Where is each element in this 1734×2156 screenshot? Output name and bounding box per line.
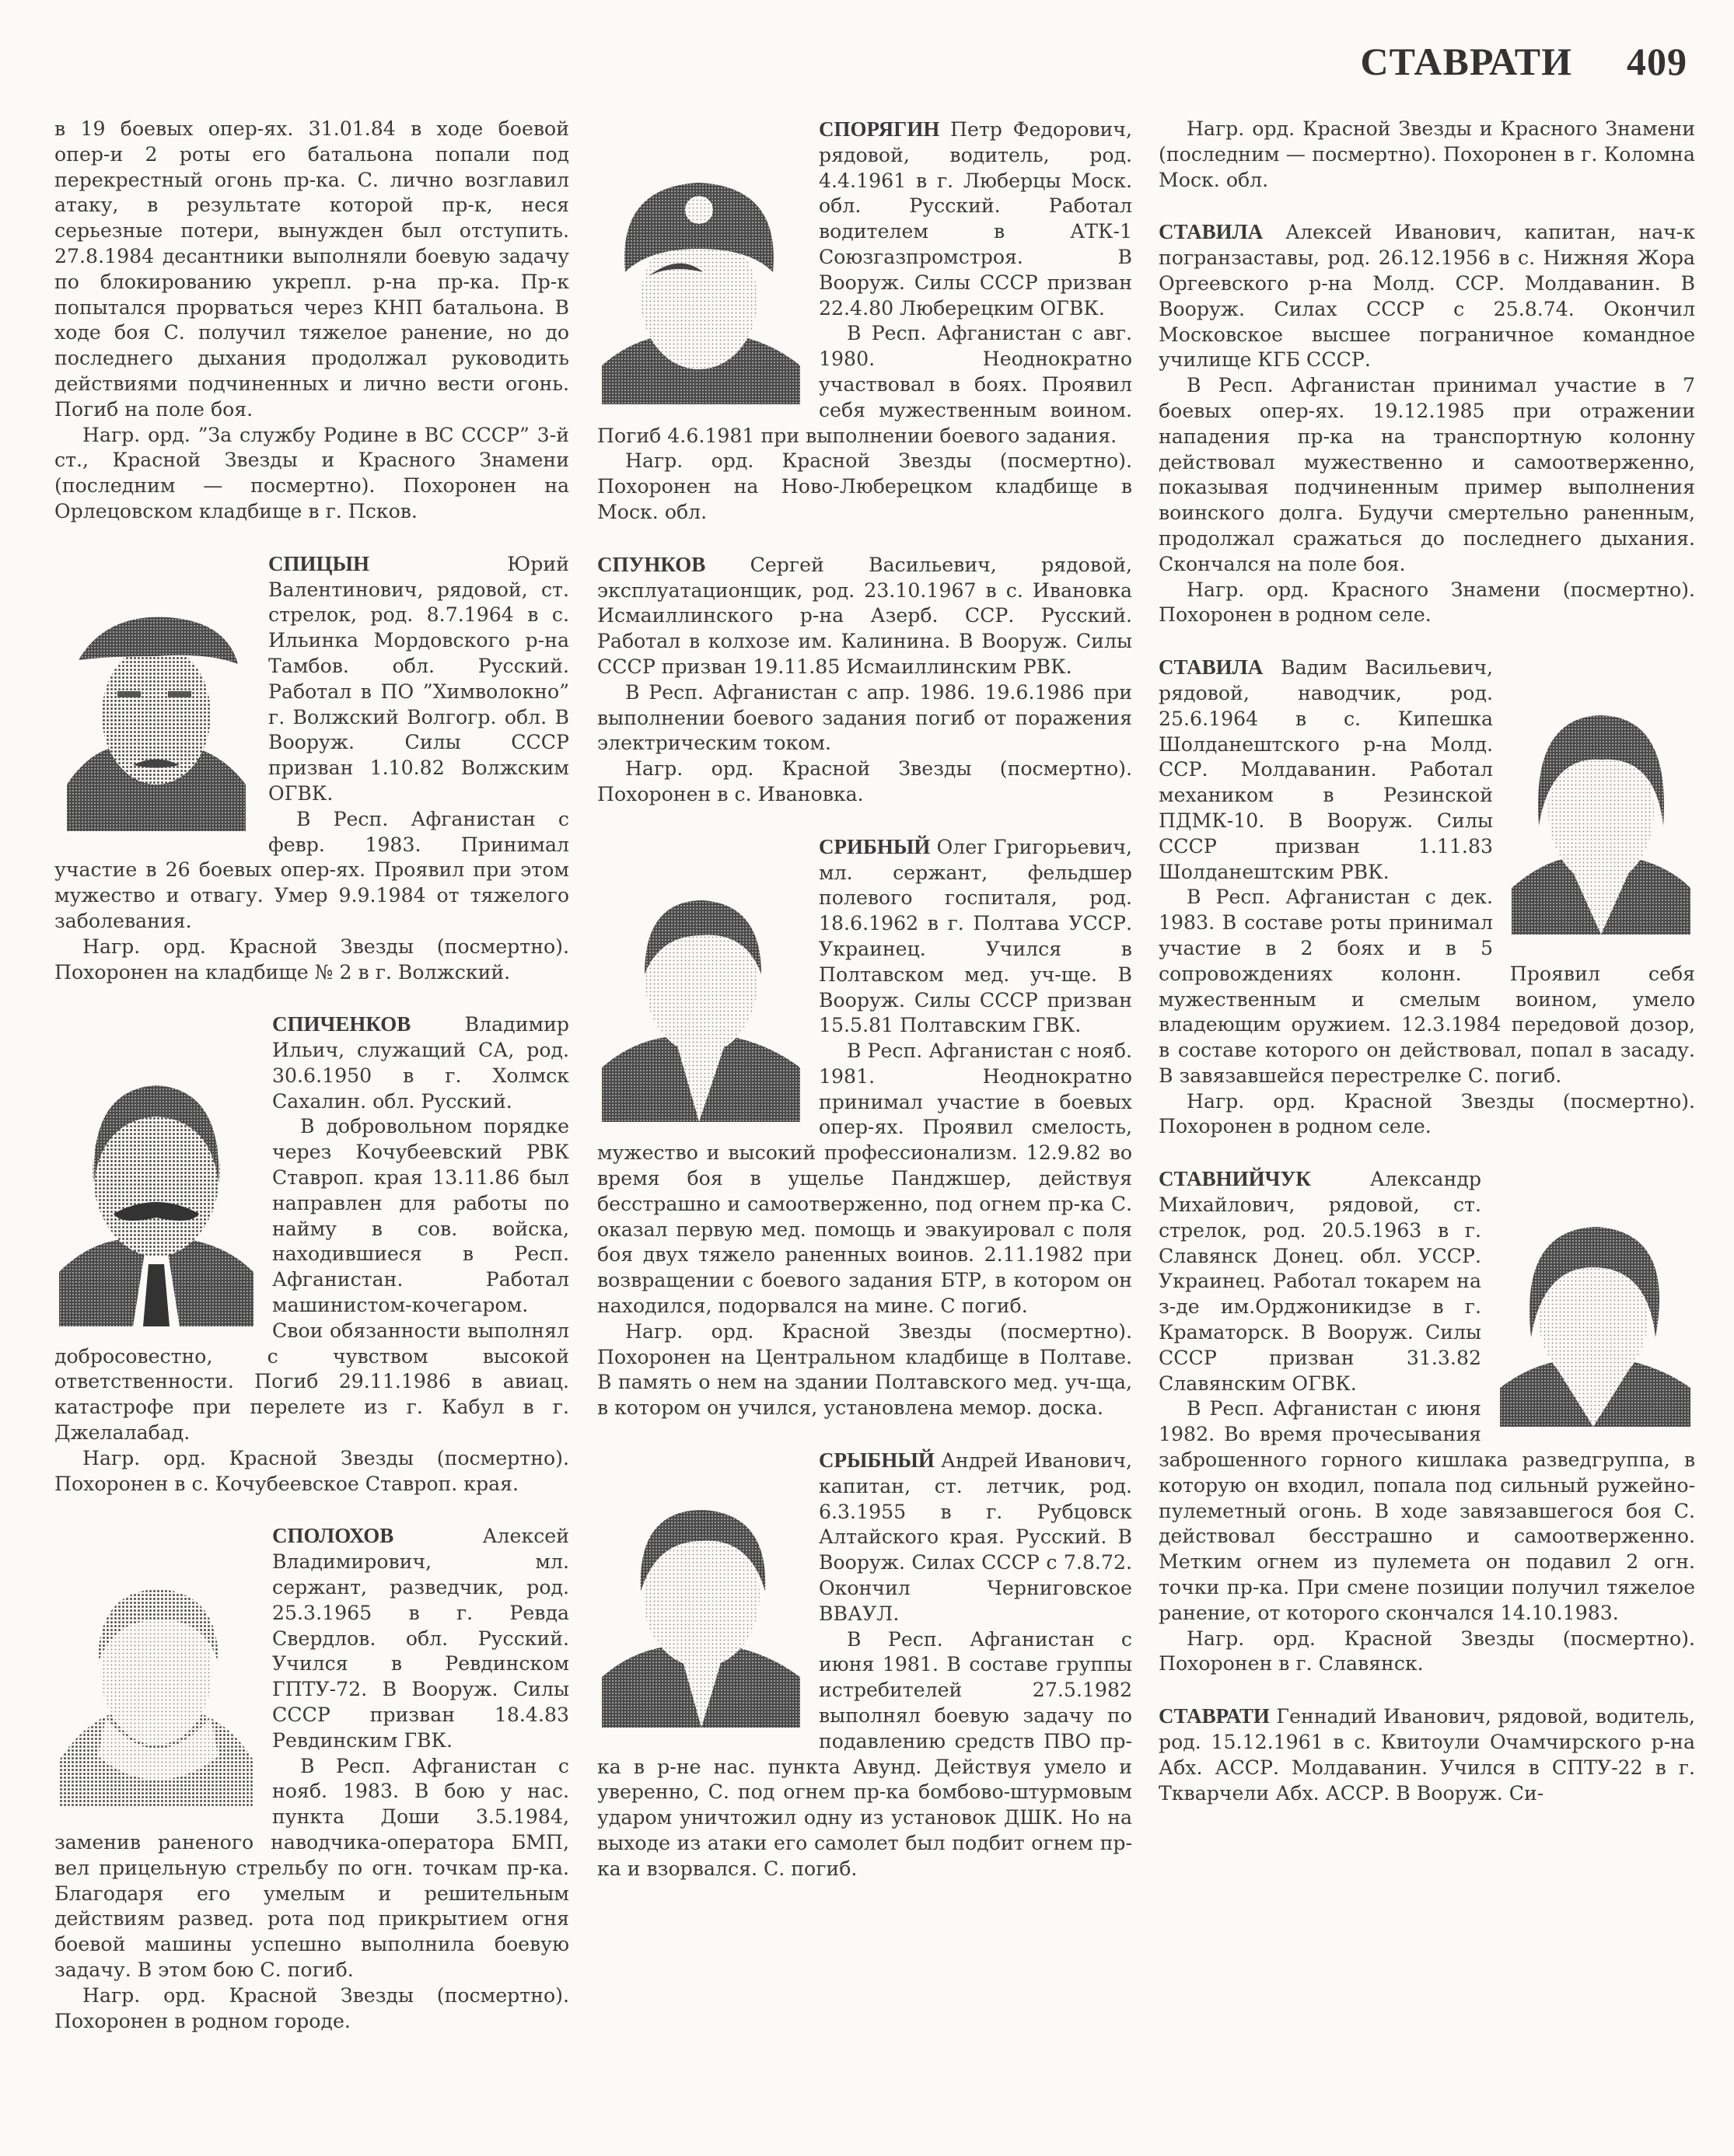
entry-bio: Владимир Ильич, служащий СА, род. 30.6.1950 в г. Холмск Сахалин. обл. Русский. <box>272 1013 569 1113</box>
entry-bio: Александр Михайлович, рядовой, ст. стрелок, род. 20.5.1963 в г. Славянск Донец. обл. УССР. Украинец. Работал токарем на з-де им.Орджоникидзе в г. Краматорск. В Вооруж. Силы СССР призван 31.3.82 Славянским ОГВК. <box>1159 1168 1481 1395</box>
column-3 <box>1159 117 1695 1806</box>
entry-service: В Респ. Афганистан с апр. 1986. 19.6.1986 при выполнении боевого задания погиб от поражения электрическим током. <box>597 680 1132 755</box>
entry-surname: СТАВРАТИ <box>1159 1704 1270 1728</box>
page-number: 409 <box>1627 40 1687 83</box>
entry-award: Нагр. орд. Красной Звезды (посмертно). Похоронен в г. Славянск. <box>1159 1627 1695 1676</box>
entry-award: Нагр. орд. Красной Звезды (посмертно). Похоронен на Центральном кладбище в Полтаве. В память о нем на здании Полтавского мед. уч-ща, в котором он учился, установлена мемор. доска. <box>597 1319 1132 1420</box>
entry-award: Нагр. орд. Красной Звезды (посмертно). Похоронен в родном селе. <box>1159 1089 1695 1138</box>
entry-award: Нагр. орд. Красной Звезды (посмертно). Похоронен в с. Ивановка. <box>597 757 1132 805</box>
portrait-photo <box>59 606 250 831</box>
entry-spunkov <box>597 552 1132 808</box>
portrait-photo <box>602 1502 800 1728</box>
entry-award: Нагр. орд. Красной Звезды (посмертно). Похоронен на кладбище № 2 в г. Волжский. <box>54 935 569 984</box>
entry-stavniichuk <box>1159 1166 1695 1677</box>
entry-service: В Респ. Афганистан принимал участие в 7 боевых опер-ях. 19.12.1985 при отражении нападения пр-ка на транспортную колонну действовал мужественно и самоотверженно, показывая подчиненным пример выполнения воинского долга. Будучи смертельно раненным, продолжал сражаться до последнего дыхания. Скончался на поле боя. <box>1159 374 1695 575</box>
entry-surname: СПОЛОХОВ <box>272 1524 394 1548</box>
entry-surname: СПОРЯГИН <box>819 117 940 141</box>
entry-bio: Юрий Валентинович, рядовой, ст. стрелок, род. 8.7.1964 в с. Ильинка Мордовского р-на Тамбов. обл. Русский. Работал в ПО ”Химволокно” г. Волжский Волгогр. обл. В Вооруж. Силы СССР призван 1.10.82 Волжским ОГВК. <box>268 552 569 805</box>
entry-service: В Респ. Афганистан с июня 1982. Во время прочесывания заброшенного горного кишлака разведгруппа, в которую он входил, попала под сильный ружейно-пулеметный огонь. В ходе завязавшегося боя С. действовал бесстрашно и самоотверженно. Метким огнем из пулемета он подавил 2 огн. точки пр-ка. При смене позиции получил тяжелое ранение, от которого скончался 14.10.1983. <box>1159 1397 1695 1624</box>
portrait-photo <box>59 1578 253 1807</box>
running-title: СТАВРАТИ <box>1360 40 1572 83</box>
portrait-photo <box>1512 709 1690 935</box>
entry-service: В Респ. Афганистан с нояб. 1983. В бою у нас. пункта Доши 3.5.1984, заменив раненого наводчика-оператора БМП, вел прицельную стрельбу по огн. точкам пр-ка. Благодаря его умелым и решительным действиям развед. рота под прикрытием огня боевой машины успешно выполнила боевую задачу. В этом бою С. погиб. <box>54 1754 569 1981</box>
entry-bio: Вадим Васильевич, рядовой, наводчик, род. 25.6.1964 в с. Кипешка Шолданештского р-на Молд. ССР. Молдаванин. Работал механиком в Резинской ПДМК-10. В Вооруж. Силы СССР призван 1.11.83 Шолданештским РВК. <box>1159 656 1493 883</box>
entry-service: В Респ. Афганистан с авг. 1980. Неоднократно участвовал в боях. Проявил себя мужественным воином. Погиб 4.6.1981 при выполнении боевого задания. <box>597 322 1132 447</box>
continued-text: в 19 боевых опер-ях. 31.01.84 в ходе боевой опер-и 2 роты его батальона попали под перекрестный огонь пр-ка. С. лично возглавил атаку, в результате которой пр-к, неся серьезные потери, вынужден был отступить. 27.8.1984 десантники выполняли боевую задачу по блокированию укрепл. р-на пр-ка. Пр-к попытался прорваться через КНП батальона. В ходе боя С. получил тяжелое ранение, но до последнего дыхания продолжал руководить действиями подчиненных и лично вести огонь. Погиб на поле боя. <box>54 117 569 421</box>
entry-sporyagin <box>597 117 1132 526</box>
entry-bio: Олег Григорьевич, мл. сержант, фельдшер полевого госпиталя, род. 18.6.1962 в г. Полтава УССР. Украинец. Учился в Полтавском мед. уч-ще. В Вооруж. Силы СССР призван 15.5.81 Полтавским ГВК. <box>819 835 1132 1037</box>
portrait-photo <box>602 889 800 1122</box>
column-2 <box>597 117 1132 1882</box>
entry-bio: Алексей Иванович, капитан, нач-к погранзаставы, род. 26.12.1956 в с. Нижняя Жора Оргеевского р-на Молд. ССР. Молдаванин. В Вооруж. Силах СССР с 25.8.74. Окончил Московское высшее пограничное командное училище КГБ СССР. <box>1159 221 1695 372</box>
continued-award: Нагр. орд. Красной Звезды и Красного Знамени (последним — посмертно). Похоронен в г. Коломна Моск. обл. <box>1159 117 1695 191</box>
portrait-photo <box>59 1066 253 1326</box>
entry-spichenkov <box>54 1012 569 1497</box>
entry-award: Нагр. орд. Красной Звезды (посмертно). Похоронен в родном городе. <box>54 1983 569 2032</box>
entry-service: В Респ. Афганистан с июня 1981. В составе группы истребителей 27.5.1982 выполнял боевую задачу по подавлению средств ПВО пр-ка в р-не нас. пункта Авунд. Действуя умело и уверенно, С. под огнем пр-ка бомбово-штурмовым ударом уничтожил одну из установок ДШК. Но на выходе из атаки его самолет был подбит огнем пр-ка и взорвался. С. погиб. <box>597 1627 1132 1880</box>
continued-award: Нагр. орд. ”За службу Родине в ВС СССР” 3-й ст., Красной Звезды и Красного Знамени (последним — посмертно). Похоронен на Орлецовском кладбище в г. Псков. <box>54 423 569 522</box>
entry-bio: Сергей Васильевич, рядовой, эксплуатационщик, род. 23.10.1967 в с. Ивановка Исмаиллинского р-на Азерб. ССР. Русский. Работал в колхозе им. Калинина. В Вооруж. Силы СССР призван 19.11.85 Исмаиллинским РВК. <box>597 553 1132 678</box>
entry-surname: СПУНКОВ <box>597 552 706 576</box>
entry-surname: СТАВИЛА <box>1159 655 1264 680</box>
entry-service: В добровольном порядке через Кочубеевский РВК Ставроп. края 13.11.86 был направлен для работы по найму в сов. войска, находившиеся в Респ. Афганистан. Работал машинистом-кочегаром. Свои обязанности выполнял добросовестно, с чувством высокой ответственности. Погиб 29.11.1986 в авиац. катастрофе при перелете из г. Кабул в г. Джелалабад. <box>54 1115 569 1445</box>
entry-surname: СТАВИЛА <box>1159 220 1264 244</box>
entry-award: Нагр. орд. Красного Знамени (посмертно). Похоронен в родном селе. <box>1159 578 1695 627</box>
entry-service: В Респ. Афганистан с дек. 1983. В составе роты принимал участие в 2 боях и в 5 сопровождениях колонн. Проявил себя мужественным и смелым воином, умело владеющим оружием. 12.3.1984 передовой дозор, в составе которого он действовал, попал в засаду. В завязавшейся перестрелке С. погиб. <box>1159 886 1695 1087</box>
entry-bio: Геннадий Иванович, рядовой, водитель, род. 15.12.1961 в с. Квитоули Очамчирского р-на Абх. АССР. Молдаванин. Учился в СПТУ-22 в г. Ткварчели Абх. АССР. В Вооруж. Си- <box>1159 1705 1695 1805</box>
portrait-photo <box>602 171 800 404</box>
entry-service: В Респ. Афганистан с нояб. 1981. Неоднократно принимал участие в боевых опер-ях. Проявил смелость, мужество и высокий профессионализм. 12.9.82 во время боя в ущелье Панджшер, действуя бесстрашно и самоотверженно, под огнем пр-ка С. оказал первую мед. помощь и эвакуировал с поля боя двух тяжело раненных воинов. 2.11.1982 при возвращении с боевого задания БТР, в котором он находился, подорвался на мине. С погиб. <box>597 1040 1132 1318</box>
entry-spolokhov <box>54 1523 569 2034</box>
entry-sribny <box>597 834 1132 1421</box>
entry-award: Нагр. орд. Красной Звезды (посмертно). Похоронен в с. Кочубеевское Ставроп. края. <box>54 1446 569 1495</box>
entry-stavila-aleksei <box>1159 219 1695 628</box>
portrait-photo <box>1500 1221 1690 1427</box>
entry-service: В Респ. Афганистан с февр. 1983. Принимал участие в 26 боевых опер-ях. Проявил при этом мужество и отвагу. Умер 9.9.1984 от тяжелого заболевания. <box>54 807 569 932</box>
entry-spitsyn <box>54 551 569 986</box>
entry-surname: СРИБНЫЙ <box>819 834 931 858</box>
entry-stavila-vadim <box>1159 655 1695 1140</box>
entry-bio: Петр Федорович, рядовой, водитель, род. 4.4.1961 в г. Люберцы Моск. обл. Русский. Работал водителем в АТК-1 Союзгазпромстроя. В Вооруж. Силы СССР призван 22.4.80 Люберецким ОГВК. <box>819 118 1132 320</box>
entry-srybny <box>597 1448 1132 1882</box>
entry-surname: СРЫБНЫЙ <box>819 1448 935 1473</box>
entry-award: Нагр. орд. Красной Звезды (посмертно). Похоронен на Ново-Люберецком кладбище в Моск. обл. <box>597 449 1132 523</box>
entry-surname: СПИЦЫН <box>268 551 370 575</box>
entry-stavrati <box>1159 1703 1695 1806</box>
column-1 <box>54 117 569 2034</box>
entry-bio: Алексей Владимирович, мл. сержант, разведчик, род. 25.3.1965 в г. Ревда Свердлов. обл. Русский. Учился в Ревдинском ГПТУ-72. В Вооруж. Силы СССР призван 18.4.83 Ревдинским ГВК. <box>272 1525 569 1752</box>
entry-surname: СТАВНИЙЧУК <box>1159 1167 1311 1191</box>
running-header <box>1360 39 1687 84</box>
entry-bio: Андрей Иванович, капитан, ст. летчик, род. 6.3.1955 в г. Рубцовск Алтайского края. Русский. В Вооруж. Силах СССР с 7.8.72. Окончил Черниговское ВВАУЛ. <box>819 1449 1132 1625</box>
entry-surname: СПИЧЕНКОВ <box>272 1012 411 1036</box>
